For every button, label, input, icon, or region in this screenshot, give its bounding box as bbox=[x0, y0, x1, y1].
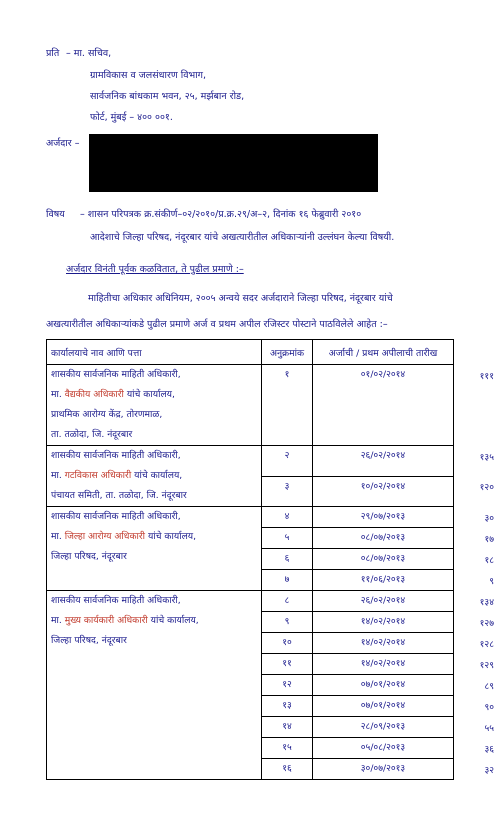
date-cell: २६/०२/२०१४ bbox=[313, 591, 454, 612]
extra-number: ९० bbox=[484, 701, 494, 713]
date-cell: १४/०२/२०१४ bbox=[313, 633, 454, 654]
serial-cell: ११ bbox=[262, 654, 313, 675]
extra-number: १२० bbox=[479, 482, 494, 493]
request-heading: अर्जदार विनंती पूर्वक कळवितात, ते पुढील प्रमाणे :– bbox=[66, 264, 244, 275]
para-line-1: माहितीचा अधिकार अधिनियम, २००५ अन्वये सदर अर्जदाराने जिल्हा परिषद, नंदूरबार यांचे bbox=[88, 293, 393, 304]
address-line-3: सार्वजनिक बांधकाम भवन, २५, मर्झबान रोड, bbox=[90, 91, 245, 102]
date-cell: १४/०२/२०१४ bbox=[313, 612, 454, 633]
office-designation: वैद्यकीय अधिकारी bbox=[64, 389, 124, 400]
date-cell: २८/०९/२०१३ bbox=[313, 717, 454, 738]
serial-cell: १६ bbox=[262, 759, 313, 780]
office-designation: गटविकास अधिकारी bbox=[64, 470, 132, 481]
serial-cell: ९ bbox=[262, 612, 313, 633]
office-cell bbox=[47, 507, 262, 591]
extra-number: ९ bbox=[489, 575, 494, 587]
office-text: यांचे कार्यालय, bbox=[145, 531, 197, 542]
office-text: शासकीय सार्वजनिक माहिती अधिकारी, bbox=[51, 595, 181, 606]
office-text: पंचायत समिती, ता. तळोदा, जि. नंदूरबार bbox=[51, 490, 187, 501]
date-cell: १४/०२/२०१४ bbox=[313, 654, 454, 675]
office-line bbox=[51, 405, 257, 425]
table-row bbox=[47, 591, 454, 612]
subject-line-1: – शासन परिपत्रक क्र.संकीर्ण–०२/२०१०/प्र.क्र.२९/अ–२, दिनांक १६ फेब्रुवारी २०१० bbox=[80, 209, 362, 220]
address-line-2: ग्रामविकास व जलसंधारण विभाग, bbox=[90, 70, 206, 81]
applications-table bbox=[46, 339, 454, 780]
office-line bbox=[51, 425, 257, 445]
serial-cell: ३ bbox=[262, 476, 313, 507]
office-line bbox=[51, 446, 257, 466]
office-text: जिल्हा परिषद, नंदूरबार bbox=[51, 551, 127, 562]
extra-number: १२७ bbox=[479, 617, 494, 629]
header-office: कार्यालयाचे नाव आणि पत्ता bbox=[47, 340, 262, 365]
applicant-redaction bbox=[89, 134, 378, 192]
office-text: मा. bbox=[51, 615, 65, 626]
para-line-2: अखत्यारीतील अधिकाऱ्यांकडे पुढील प्रमाणे अर्ज व प्रथम अपील रजिस्टर पोस्टाने पाठविलेले आहेत :– bbox=[46, 319, 388, 330]
serial-cell: १ bbox=[262, 365, 313, 446]
serial-cell: १२ bbox=[262, 675, 313, 696]
office-line bbox=[51, 365, 257, 385]
address-line-1: – मा. सचिव, bbox=[66, 48, 112, 59]
subject-label: विषय bbox=[46, 209, 65, 220]
header-date: अर्जाची / प्रथम अपीलाची तारीख bbox=[313, 340, 454, 365]
office-line bbox=[51, 507, 257, 527]
extra-number: ५५ bbox=[484, 722, 494, 734]
extra-number: ८९ bbox=[484, 680, 494, 692]
date-cell: ०८/०७/२०१३ bbox=[313, 528, 454, 549]
office-text: शासकीय सार्वजनिक माहिती अधिकारी, bbox=[51, 450, 181, 461]
extra-number: १११ bbox=[479, 370, 494, 382]
office-text: मा. bbox=[51, 531, 65, 542]
serial-cell: १५ bbox=[262, 738, 313, 759]
office-line bbox=[51, 486, 257, 506]
serial-cell: ६ bbox=[262, 549, 313, 570]
extra-number: १८ bbox=[484, 554, 494, 566]
office-cell bbox=[47, 446, 262, 507]
office-text: यांचे कार्यालय, bbox=[147, 615, 199, 626]
office-cell bbox=[47, 365, 262, 446]
serial-cell: ७ bbox=[262, 570, 313, 591]
date-cell: ३०/०७/२०१३ bbox=[313, 759, 454, 780]
office-line bbox=[51, 466, 257, 486]
extra-number: १३४ bbox=[479, 596, 494, 608]
office-text: ता. तळोदा, जि. नंदूरबार bbox=[51, 429, 133, 440]
serial-cell: १४ bbox=[262, 717, 313, 738]
office-text: मा. bbox=[51, 470, 65, 481]
extra-number: १७ bbox=[484, 533, 494, 545]
date-cell: ११/०६/२०१३ bbox=[313, 570, 454, 591]
office-text: यांचे कार्यालय, bbox=[123, 389, 175, 400]
date-cell: ०५/०८/२०१३ bbox=[313, 738, 454, 759]
office-cell bbox=[47, 591, 262, 780]
extra-number: ३६ bbox=[484, 743, 494, 755]
table-row bbox=[47, 365, 454, 446]
address-line-4: फोर्ट, मुंबई – ४०० ००१. bbox=[90, 112, 173, 123]
extra-number: ३२ bbox=[484, 764, 494, 776]
applicant-label: अर्जदार – bbox=[46, 138, 80, 149]
prati-label: प्रति bbox=[46, 48, 60, 59]
office-line bbox=[51, 591, 257, 611]
subject-line-2: आदेशाचे जिल्हा परिषद, नंदूरबार यांचे अखत्यारीतील अधिकाऱ्यांनी उल्लंघन केल्या विषयी. bbox=[90, 232, 395, 243]
table-header-row bbox=[47, 340, 454, 365]
office-designation: मुख्य कार्यकारी अधिकारी bbox=[64, 615, 148, 626]
office-text: यांचे कार्यालय, bbox=[131, 470, 183, 481]
office-text: जिल्हा परिषद, नंदूरबार bbox=[51, 635, 127, 646]
office-text: मा. bbox=[51, 389, 65, 400]
date-cell: ०७/०१/२०१४ bbox=[313, 675, 454, 696]
table-row bbox=[47, 507, 454, 528]
serial-cell: ४ bbox=[262, 507, 313, 528]
office-designation: जिल्हा आरोग्य अधिकारी bbox=[64, 531, 146, 542]
office-line bbox=[51, 385, 257, 405]
date-cell: ०८/०७/२०१३ bbox=[313, 549, 454, 570]
office-line bbox=[51, 547, 257, 567]
serial-cell: २ bbox=[262, 446, 313, 477]
table-row bbox=[47, 446, 454, 477]
office-text: शासकीय सार्वजनिक माहिती अधिकारी, bbox=[51, 511, 181, 522]
serial-cell: १० bbox=[262, 633, 313, 654]
date-cell: १०/०२/२०१४ bbox=[313, 476, 454, 507]
office-line bbox=[51, 631, 257, 651]
extra-number: १३५ bbox=[479, 451, 494, 463]
extra-number: १२८ bbox=[479, 638, 494, 650]
header-serial: अनुक्रमांक bbox=[262, 340, 313, 365]
date-cell: २९/०७/२०१३ bbox=[313, 507, 454, 528]
extra-number: १२९ bbox=[479, 659, 494, 671]
extra-number: ३० bbox=[484, 512, 494, 524]
serial-cell: ५ bbox=[262, 528, 313, 549]
office-line bbox=[51, 611, 257, 631]
date-cell: ०७/०१/२०१४ bbox=[313, 696, 454, 717]
office-text: प्राथमिक आरोग्य केंद्र, तोरणमाळ, bbox=[51, 409, 163, 420]
office-line bbox=[51, 527, 257, 547]
office-text: शासकीय सार्वजनिक माहिती अधिकारी, bbox=[51, 369, 181, 380]
serial-cell: १३ bbox=[262, 696, 313, 717]
date-cell: ०१/०२/२०१४ bbox=[313, 365, 454, 446]
serial-cell: ८ bbox=[262, 591, 313, 612]
date-cell: २६/०२/२०१४ bbox=[313, 446, 454, 477]
